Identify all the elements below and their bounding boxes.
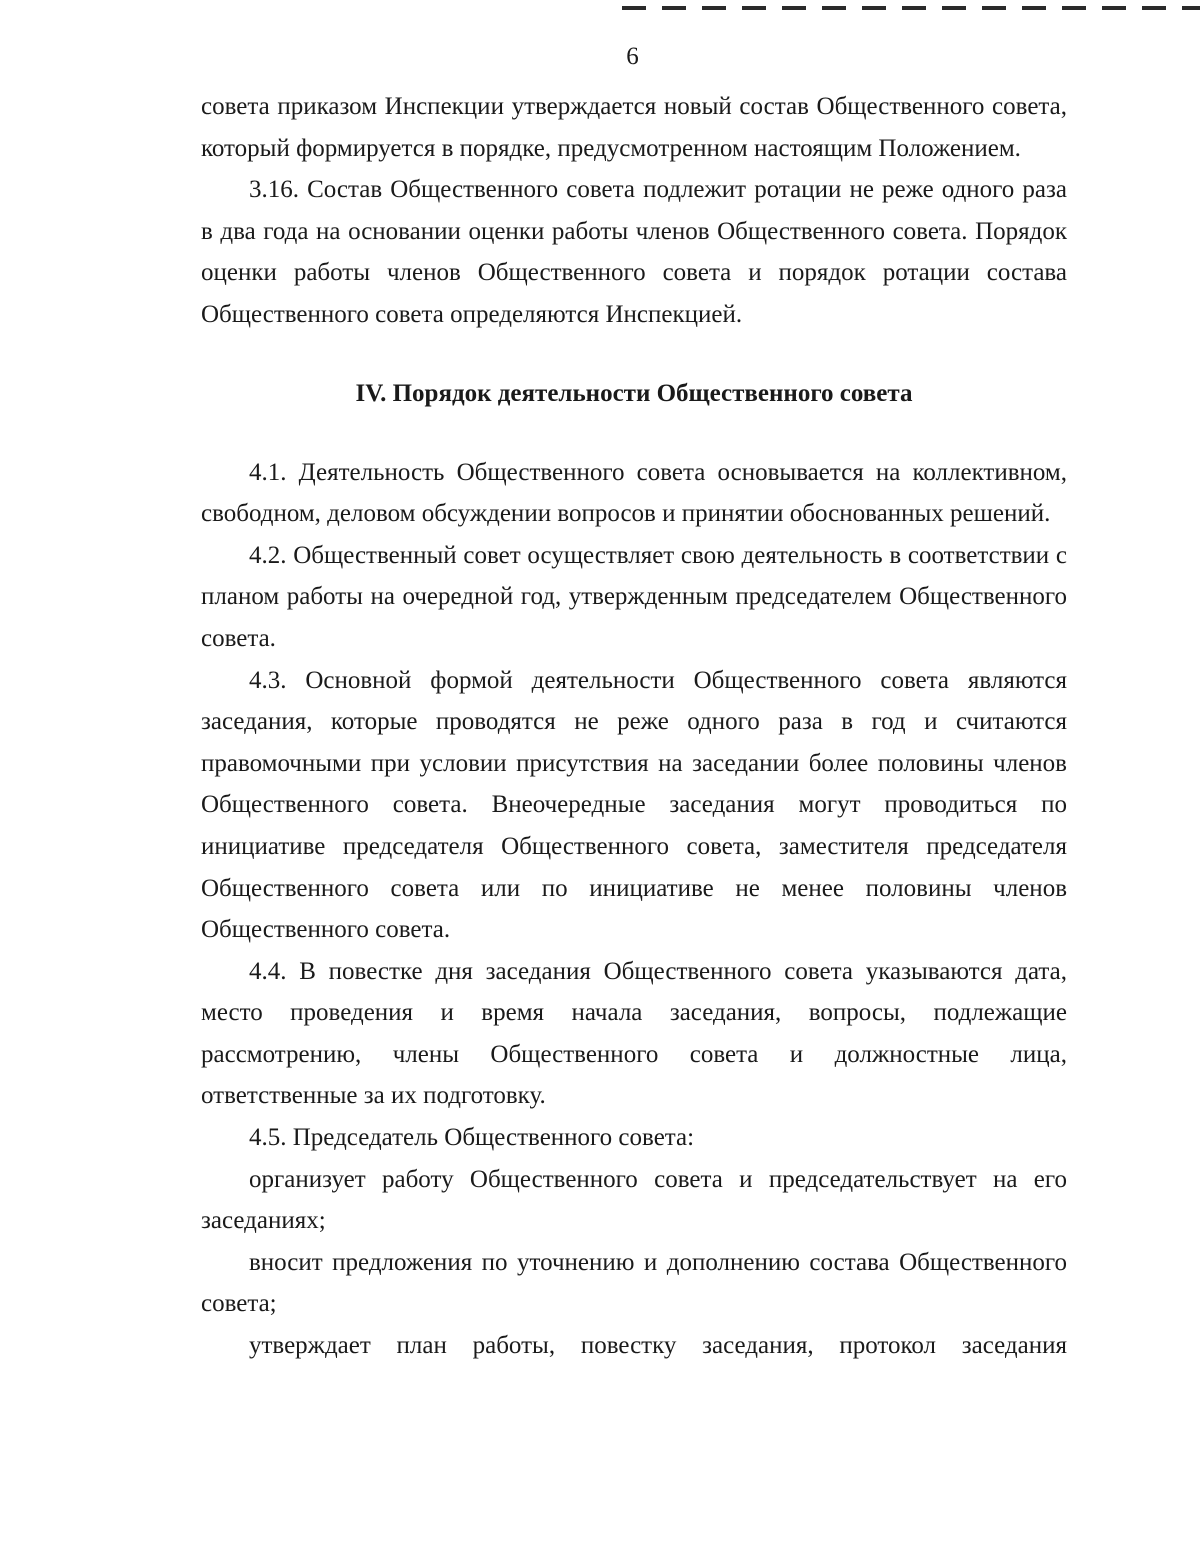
document-body — [201, 86, 1067, 1367]
paragraph-3-16: 3.16. Состав Общественного совета подлежит ротации не реже одного раза в два года на основании оценки работы членов Общественного совета. Порядок оценки работы членов Общественного совета и порядок ротации состава Общественного совета определяются Инспекцией. — [201, 176, 1067, 328]
list-item-proposals: вносит предложения по уточнению и дополнению состава Общественного совета; — [201, 1248, 1067, 1318]
paragraph-4-5: 4.5. Председатель Общественного совета: — [249, 1124, 695, 1152]
paragraph-4-3: 4.3. Основной формой деятельности Общественного совета являются заседания, которые проводятся не реже одного раза в год и считаются правомочными при условии присутствия на заседании более половины членов Общественного совета. Внеочередные заседания могут проводиться по инициативе председателя Общественного совета, заместителя председателя Общественного совета или по инициативе не менее половины членов Общественного совета. — [201, 666, 1067, 944]
list-item-approves: утверждает план работы, повестку заседания, протокол заседания — [249, 1332, 1067, 1360]
paragraph-4-1: 4.1. Деятельность Общественного совета основывается на коллективном, свободном, деловом обсуждении вопросов и принятии обоснованных решений. — [201, 458, 1067, 528]
list-item-organizes: организует работу Общественного совета и председательствует на его заседаниях; — [201, 1165, 1067, 1235]
paragraph-4-2: 4.2. Общественный совет осуществляет свою деятельность в соответствии с планом работы на очередной год, утвержденным председателем Общественного совета. — [201, 541, 1067, 652]
section-heading: IV. Порядок деятельности Общественного совета — [355, 379, 913, 407]
paragraph-3-15-continuation: совета приказом Инспекции утверждается новый состав Общественного совета, который формируется в порядке, предусмотренном настоящим Положением. — [201, 93, 1067, 162]
scan-edge-dashes — [622, 6, 1200, 10]
paragraph-4-4: 4.4. В повестке дня заседания Общественного совета указываются дата, место проведения и время начала заседания, вопросы, подлежащие рассмотрению, члены Общественного совета и должностные лица, ответственные за их подготовку. — [201, 957, 1067, 1110]
page-number: 6 — [626, 43, 639, 70]
